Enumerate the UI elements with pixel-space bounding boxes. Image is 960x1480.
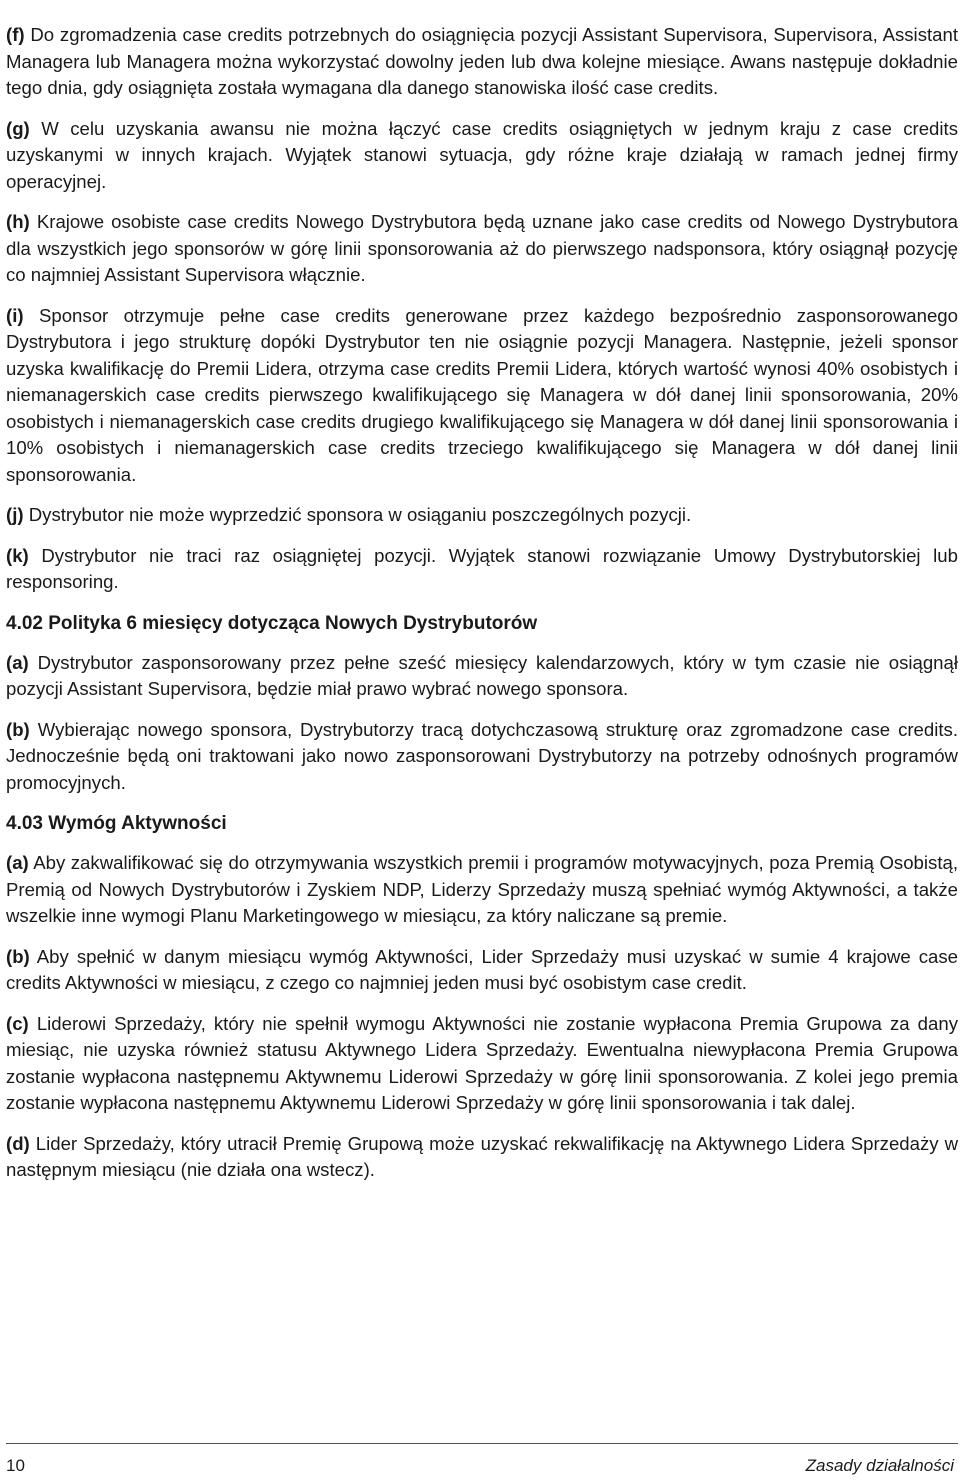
section-heading-4-02: 4.02 Polityka 6 miesięcy dotycząca Nowych Dystrybutorów: [6, 612, 538, 634]
paragraph-label: (g): [6, 117, 30, 139]
paragraph-f: [6, 22, 958, 102]
paragraph-g: [6, 116, 958, 196]
paragraph-label: (a): [6, 852, 29, 873]
paragraph-j: [6, 502, 958, 529]
paragraph-h: [6, 209, 958, 289]
paragraph-4-03-a: [6, 850, 958, 930]
paragraph-text: Dystrybutor nie może wyprzedzić sponsora w osiąganiu poszczególnych pozycji.: [28, 504, 692, 525]
paragraph-label: (i): [6, 304, 24, 326]
paragraph-label: (j): [6, 504, 24, 525]
paragraph-i: [6, 303, 958, 489]
paragraph-label: (h): [6, 211, 30, 232]
paragraph-4-03-c: [6, 1011, 958, 1117]
paragraph-label: (b): [6, 945, 30, 967]
footer-document-title: Zasady działalności: [805, 1456, 954, 1475]
paragraph-k: [6, 543, 958, 596]
paragraph-label: (b): [6, 718, 30, 740]
paragraph-4-03-d: [6, 1131, 958, 1184]
paragraph-label: (a): [6, 651, 29, 673]
paragraph-text: Dystrybutor zasponsorowany przez pełne sześć miesięcy kalendarzowych, który w tym czasie nie osiągnął pozycji Assistant Supervisora, będzie miał prawo wybrać nowego sponsora.: [6, 651, 958, 699]
paragraph-text: Lider Sprzedaży, który utracił Premię Grupową może uzyskać rekwalifikację na Aktywnego Lidera Sprzedaży w następnym miesiącu (nie działa ona wstecz).: [6, 1132, 959, 1180]
paragraph-text: Sponsor otrzymuje pełne case credits generowane przez każdego bezpośrednio zasponsorowanego Dystrybutora i jego strukturę dopóki Dystrybutor ten nie osiągnie pozycji Managera. Następnie, jeżeli sponsor uzyska kwalifikację do Premii Lidera, otrzyma case credits Premii Lidera, których wartość wynosi 40% osobistych i niemanagerskich case credits pierwszego kwalifikującego się Managera w dół danej linii sponsorowania, 20% osobistych i niemanagerskich case credits drugiego kwalifikującego się Managera w dół danej linii sponsorowania i 10% osobistych i niemanagerskich case credits trzeciego kwalifikującego się Managera w dół danej linii sponsorowania.: [6, 304, 958, 485]
paragraph-text: Krajowe osobiste case credits Nowego Dystrybutora będą uznane jako case credits od Nowego Dystrybutora dla wszystkich jego sponsorów w górę linii sponsorowania aż do pierwszego nadsponsora, który osiągnął pozycję co najmniej Assistant Supervisora włącznie.: [6, 211, 959, 285]
paragraph-label: (c): [6, 1012, 29, 1034]
paragraph-label: (f): [6, 24, 25, 45]
paragraph-text: Aby zakwalifikować się do otrzymywania wszystkich premii i programów motywacyjnych, poza Premią Osobistą, Premią od Nowych Dystrybutorów i Zyskiem NDP, Liderzy Sprzedaży muszą spełniać wymóg Aktywności, a także wszelkie inne wymogi Planu Marketingowego w miesiącu, za który naliczane są premie.: [6, 852, 958, 926]
footer-divider: [6, 1443, 958, 1444]
paragraph-4-02-a: [6, 650, 958, 703]
paragraph-text: Aby spełnić w danym miesiącu wymóg Aktywności, Lider Sprzedaży musi uzyskać w sumie 4 krajowe case credits Aktywności w miesiącu, z czego co najmniej jeden musi być osobistym case credit.: [6, 945, 958, 993]
paragraph-label: (k): [6, 544, 29, 566]
paragraph-text: Liderowi Sprzedaży, który nie spełnił wymogu Aktywności nie zostanie wypłacona Premia Grupowa za dany miesiąc, nie uzyska również statusu Aktywnego Lidera Sprzedaży. Ewentualna niewypłacona Premia Grupowa zostanie wypłacona następnemu Aktywnemu Liderowi Sprzedaży w górę linii sponsorowania. Z kolei jego premia zostanie wypłacona następnemu Aktywnemu Liderowi Sprzedaży w górę linii sponsorowania i tak dalej.: [6, 1012, 958, 1113]
paragraph-4-03-b: [6, 944, 958, 997]
document-page: [6, 22, 958, 1198]
section-heading-4-03: 4.03 Wymóg Aktywności: [6, 813, 227, 834]
paragraph-text: W celu uzyskania awansu nie można łączyć case credits osiągniętych w jednym kraju z case credits uzyskanymi w innych krajach. Wyjątek stanowi sytuacja, gdy różne kraje działają w ramach jednej firmy operacyjnej.: [6, 117, 958, 192]
paragraph-label: (d): [6, 1132, 30, 1154]
paragraph-4-02-b: [6, 717, 958, 797]
paragraph-text: Wybierając nowego sponsora, Dystrybutorzy tracą dotychczasową strukturę oraz zgromadzone case credits. Jednocześnie będą oni traktowani jako nowo zasponsorowani Dystrybutorzy na potrzeby odnośnych programów promocyjnych.: [6, 718, 958, 793]
paragraph-text: Do zgromadzenia case credits potrzebnych do osiągnięcia pozycji Assistant Supervisora, Supervisora, Assistant Managera lub Managera można wykorzystać dowolny jeden lub dwa kolejne miesiące. Awans następuje dokładnie tego dnia, gdy osiągnięta została wymagana dla danego stanowiska ilość case credits.: [6, 24, 959, 98]
paragraph-text: Dystrybutor nie traci raz osiągniętej pozycji. Wyjątek stanowi rozwiązanie Umowy Dystrybutorskiej lub responsoring.: [6, 544, 958, 592]
page-number: 10: [6, 1456, 25, 1475]
